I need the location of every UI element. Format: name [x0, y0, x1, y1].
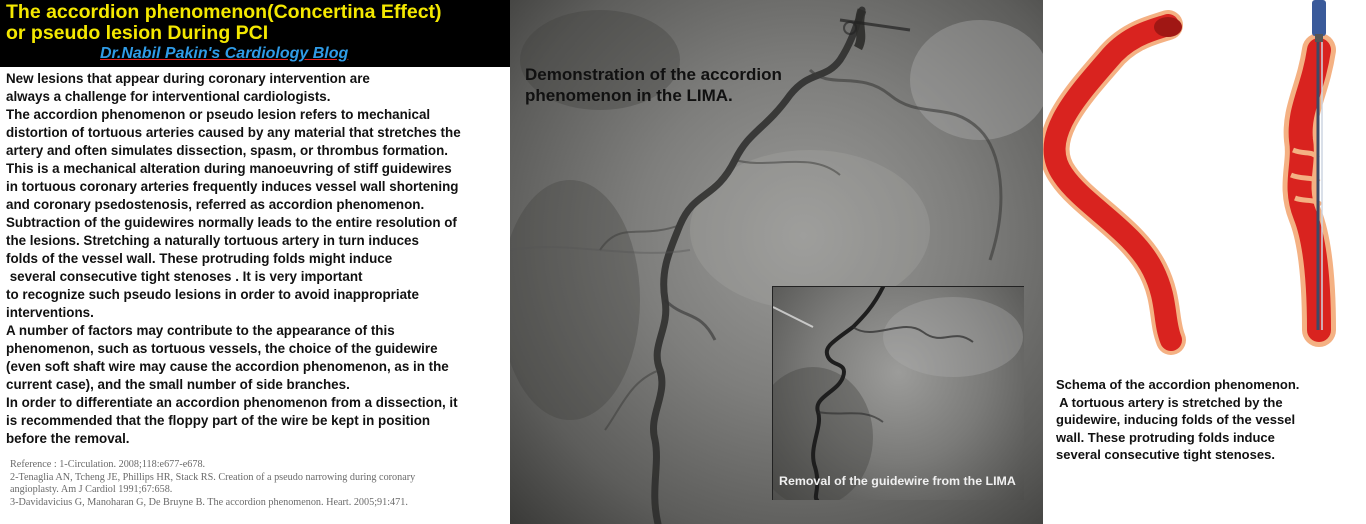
schema-caption-line: A tortuous artery is stretched by the: [1056, 394, 1283, 410]
accordion-schema-illustration: [1043, 0, 1366, 370]
body-line: This is a mechanical alteration during manoeuvring of stiff guidewires: [6, 161, 452, 176]
angiogram-image: [510, 0, 1043, 524]
body-line: several consecutive tight stenoses . It is very important: [6, 269, 363, 284]
body-line: New lesions that appear during coronary intervention are: [6, 71, 370, 86]
body-line: the lesions. Stretching a naturally tortuous artery in turn induces: [6, 233, 419, 248]
body-line: Subtraction of the guidewires normally leads to the entire resolution of: [6, 215, 457, 230]
body-line: distortion of tortuous arteries caused by any material that stretches the: [6, 125, 461, 140]
page-title: [6, 2, 506, 44]
blog-link[interactable]: Dr.Nabil Pakin's Cardiology Blog: [100, 45, 349, 62]
inset-vessels: [773, 287, 1024, 500]
title-line-1: The accordion phenomenon(Concertina Effect): [6, 1, 442, 23]
body-line: to recognize such pseudo lesions in order to avoid inappropriate: [6, 287, 419, 302]
body-line: folds of the vessel wall. These protruding folds might induce: [6, 251, 393, 266]
tortuous-artery-illustration: [1055, 17, 1182, 340]
reference-line: 2-Tenaglia AN, Tcheng JE, Phillips HR, Stack RS. Creation of a pseudo narrowing during coronary: [10, 471, 416, 483]
body-line: A number of factors may contribute to the appearance of this: [6, 323, 395, 338]
body-line: is recommended that the floppy part of the wire be kept in position: [6, 413, 431, 428]
body-line: phenomenon, such as tortuous vessels, the choice of the guidewire: [6, 341, 438, 356]
body-line: always a challenge for interventional cardiologists.: [6, 89, 331, 104]
references: [10, 459, 505, 509]
schema-caption-line: several consecutive tight stenoses.: [1056, 447, 1275, 463]
body-line: (even soft shaft wire may cause the accordion phenomenon, as in the: [6, 359, 449, 374]
title-line-2: or pseudo lesion During PCI: [6, 22, 269, 44]
body-line: artery and often simulates dissection, spasm, or thrombus formation.: [6, 143, 448, 158]
body-line: current case), and the small number of side branches.: [6, 377, 350, 392]
article-body: [6, 70, 509, 448]
schema-caption-line: wall. These protruding folds induce: [1056, 429, 1275, 445]
angiogram-caption: [525, 64, 865, 106]
accordion-schema-panel: [1043, 0, 1366, 524]
body-line: interventions.: [6, 305, 94, 320]
angiogram-caption-line-2: phenomenon in the LIMA.: [525, 86, 733, 105]
body-line: before the removal.: [6, 431, 130, 446]
schema-caption-line: Schema of the accordion phenomenon.: [1056, 377, 1300, 392]
schema-caption: [1056, 376, 1356, 464]
reference-line: 3-Davidavicius G, Manoharan G, De Bruyne B. The accordion phenomenon. Heart. 2005;91:471.: [10, 496, 408, 508]
body-line: and coronary psedostenosis, referred as accordion phenomenon.: [6, 197, 425, 212]
reference-line: angioplasty. Am J Cardiol 1991;67:658.: [10, 484, 173, 496]
schema-caption-line: guidewire, inducing folds of the vessel: [1056, 412, 1296, 428]
angiogram-caption-line-1: Demonstration of the accordion: [525, 65, 782, 84]
reference-line: Reference : 1-Circulation. 2008;118:e677-e678.: [10, 459, 206, 470]
title-banner: [0, 0, 510, 67]
inset-caption: Removal of the guidewire from the LIMA: [779, 474, 1016, 488]
inset-angiogram-image: [772, 286, 1024, 500]
stretched-artery-with-guidewire: [1291, 0, 1326, 330]
body-line: in tortuous coronary arteries frequently induces vessel wall shortening: [6, 179, 459, 194]
body-line: In order to differentiate an accordion phenomenon from a dissection, it: [6, 395, 458, 410]
body-line: The accordion phenomenon or pseudo lesion refers to mechanical: [6, 107, 431, 122]
